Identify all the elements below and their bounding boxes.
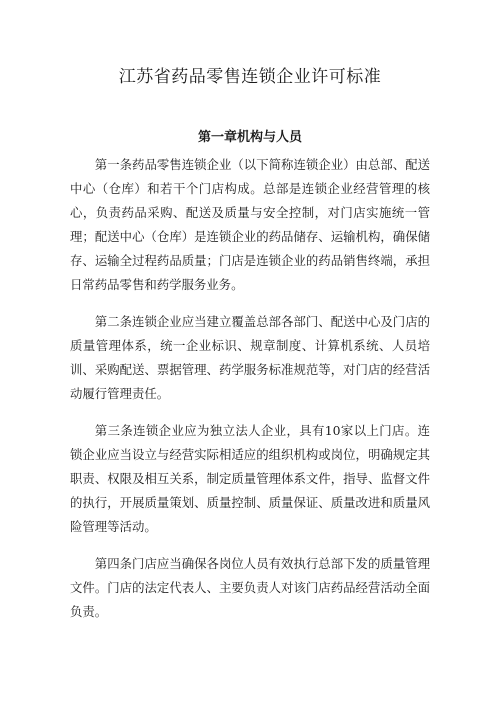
document-title: 江苏省药品零售连锁企业许可标准 (118, 67, 382, 87)
article-1-paragraph: 第一条药品零售连锁企业（以下简称连锁企业）由总部、配送中心（仓库）和若干个门店构成。总部是连锁企业经营管理的核心，负责药品采购、配送及质量与安全控制，对门店实施统一管理；配送中心（仓库）是连锁企业的药品储存、运输机构，确保储存、运输全过程药品质量；门店是连锁企业的药品销售终端，承担日常药品零售和药学服务业务。 (70, 157, 430, 292)
article-4-paragraph: 第四条门店应当确保各岗位人员有效执行总部下发的质量管理文件。门店的法定代表人、主要负责人对该门店药品经营活动全面负责。 (70, 556, 430, 619)
article-3-paragraph: 第三条连锁企业应为独立法人企业，具有10家以上门店。连锁企业应当设立与经营实际相适应的组织机构或岗位，明确规定其职责、权限及相互关系，制定质量管理体系文件，指导、监督文件的执行，开展质量策划、质量控制、质量保证、质量改进和质量风险管理等活动。 (70, 423, 430, 534)
article-2-paragraph: 第二条连锁企业应当建立覆盖总部各部门、配送中心及门店的质量管理体系，统一企业标识、规章制度、计算机系统、人员培训、采购配送、票据管理、药学服务标准规范等，对门店的经营活动履行管理责任。 (70, 314, 430, 401)
chapter-title: 第一章机构与人员 (197, 130, 302, 145)
